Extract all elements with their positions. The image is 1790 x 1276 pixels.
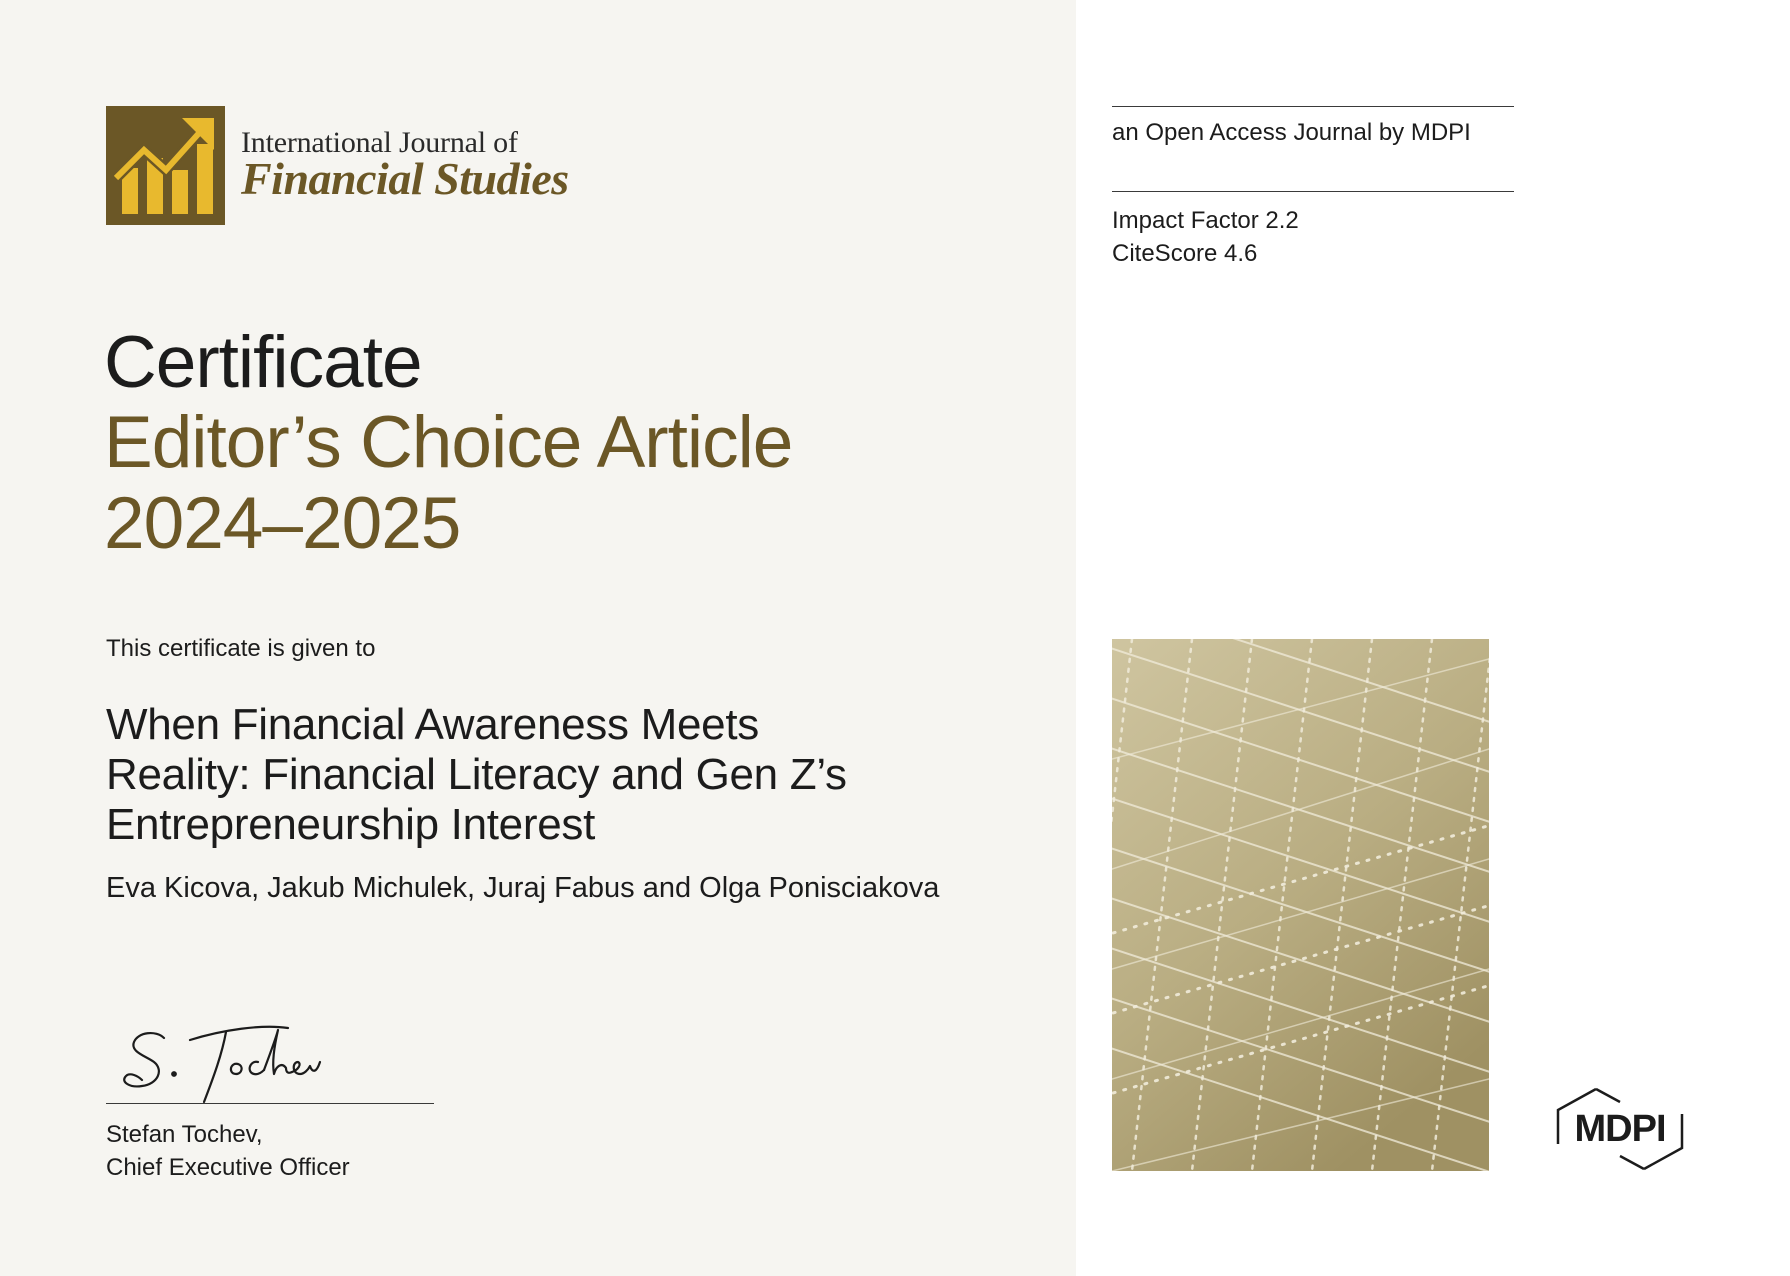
signer-name: Stefan Tochev, <box>106 1121 263 1148</box>
journal-cover-image <box>1112 639 1489 1171</box>
mdpi-hexagon-logo <box>1556 1086 1684 1172</box>
rising-chart-icon <box>106 106 225 225</box>
journal-name-line2: Financial Studies <box>241 153 569 204</box>
article-title-line: When Financial Awareness Meets <box>106 700 759 749</box>
given-to-label: This certificate is given to <box>106 635 376 662</box>
article-title <box>106 700 1006 850</box>
impact-factor: Impact Factor 2.2 <box>1112 207 1299 234</box>
article-title-line: Entrepreneurship Interest <box>106 800 596 849</box>
article-authors: Eva Kicova, Jakub Michulek, Juraj Fabus and Olga Ponisciakova <box>106 872 940 904</box>
award-years: 2024–2025 <box>104 483 461 564</box>
divider <box>1112 191 1514 192</box>
article-title-line: Reality: Financial Literacy and Gen Z’s <box>106 750 847 799</box>
journal-name-line1: International Journal of <box>241 126 518 159</box>
mdpi-logo-text: MDPI <box>1574 1108 1666 1150</box>
mdpi-logo <box>1556 1086 1684 1172</box>
handwritten-signature <box>112 1010 332 1110</box>
certificate-title: Certificate <box>104 322 422 403</box>
citescore: CiteScore 4.6 <box>1112 240 1258 267</box>
signer-role: Chief Executive Officer <box>106 1154 350 1181</box>
award-name: Editor’s Choice Article <box>104 402 793 483</box>
signature-line <box>106 1103 434 1104</box>
divider <box>1112 106 1514 107</box>
publisher-line: an Open Access Journal by MDPI <box>1112 119 1471 146</box>
